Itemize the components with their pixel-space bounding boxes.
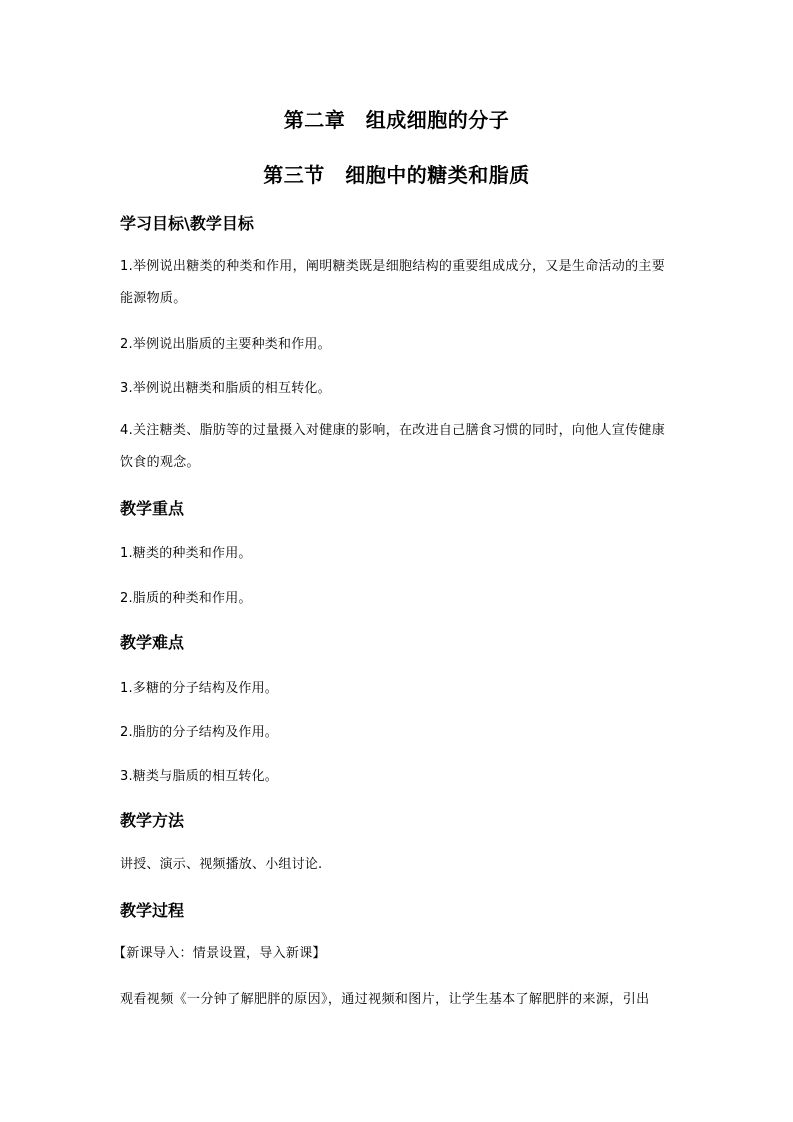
- process-heading: 教学过程: [120, 901, 185, 920]
- objective-item-2: 2.举例说出脂质的主要种类和作用。: [120, 337, 331, 352]
- chapter-title: 第二章 组成细胞的分子: [283, 108, 510, 132]
- key-point-item-1: 1.糖类的种类和作用。: [120, 546, 252, 561]
- process-intro-label: 【新课导入：情景设置，导入新课】: [113, 946, 326, 961]
- key-point-item-2: 2.脂质的种类和作用。: [120, 591, 252, 606]
- section-title: 第三节 细胞中的糖类和脂质: [263, 163, 530, 187]
- difficulty-item-1: 1.多糖的分子结构及作用。: [120, 681, 279, 696]
- process-intro-text: 观看视频《一分钟了解肥胖的原因》，通过视频和图片，让学生基本了解肥胖的来源，引出: [120, 992, 650, 1007]
- key-points-heading: 教学重点: [120, 499, 185, 518]
- methods-heading: 教学方法: [120, 811, 185, 830]
- difficulty-item-2: 2.脂肪的分子结构及作用。: [120, 725, 279, 740]
- objective-item-4: 4.关注糖类、脂肪等的过量摄入对健康的影响，在改进自己膳食习惯的同时，向他人宣传健康饮食的观念。: [120, 423, 666, 470]
- difficulty-item-3: 3.糖类与脂质的相互转化。: [120, 769, 279, 784]
- difficulties-heading: 教学难点: [120, 633, 185, 652]
- methods-text: 讲授、演示、视频播放、小组讨论.: [120, 857, 323, 872]
- objective-item-1: 1.举例说出糖类的种类和作用，阐明糖类既是细胞结构的重要组成成分，又是生命活动的主要能源物质。: [120, 259, 666, 306]
- objective-item-3: 3.举例说出糖类和脂质的相互转化。: [120, 381, 331, 396]
- objectives-heading: 学习目标\教学目标: [120, 214, 254, 233]
